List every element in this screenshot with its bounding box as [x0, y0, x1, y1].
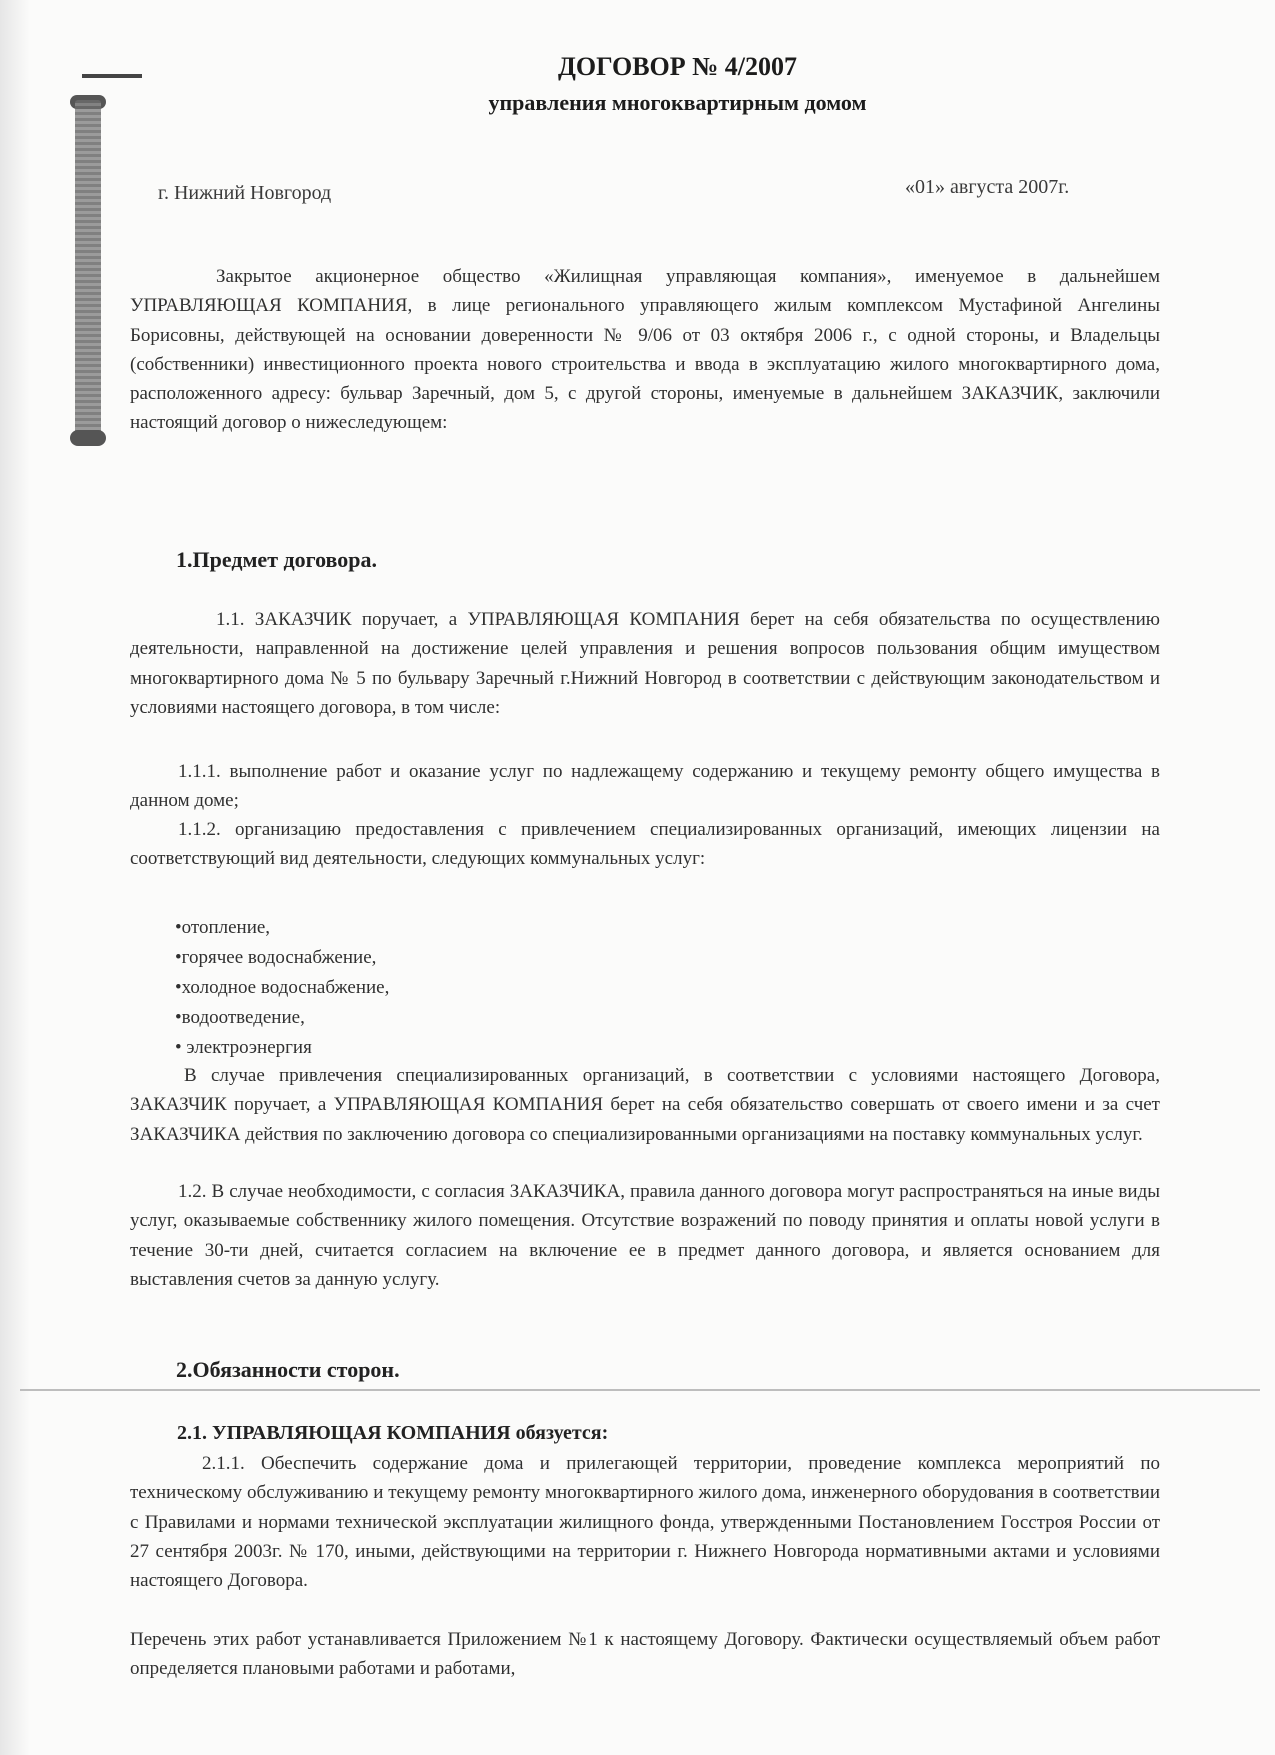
list-item: •водоотведение,	[175, 1007, 305, 1028]
list-item: •горячее водоснабжение,	[175, 947, 377, 968]
works-list-paragraph: Перечень этих работ устанавливается Приложением №1 к настоящему Договору. Фактически осуществляемый объем работ определяется плановыми работами и работами,	[130, 1629, 1160, 1680]
binder-clip	[75, 100, 101, 445]
list-item: • электроэнергия	[175, 1037, 312, 1058]
clause-2-1-1: 2.1.1. Обеспечить содержание дома и прилегающей территории, проведение комплекса мероприятий по техническому обслуживанию и текущему ремонту многоквартирного жилого дома, инженерного оборудования в соответствии с Правилами и нормами технической эксплуатации жилищного фонда, утвержденными Постановлением Госстроя России от 27 сентября 2003г. № 170, иными, действующими на территории г. Нижнего Новгорода нормативными актами и условиями настоящего Договора.	[130, 1453, 1160, 1592]
section-2-heading: 2.Обязанности сторон.	[176, 1357, 400, 1382]
clause-1-1-2: 1.1.2. организацию предоставления с привлечением специализированных организаций, имеющих лицензии на соответствующий вид деятельности, следующих коммунальных услуг:	[130, 819, 1160, 870]
section-2-1-heading: 2.1. УПРАВЛЯЮЩАЯ КОМПАНИЯ обязуется:	[177, 1422, 609, 1444]
list-item: •холодное водоснабжение,	[175, 977, 390, 998]
list-item: •отопление,	[175, 917, 271, 938]
contract-date: «01» августа 2007г.	[905, 176, 1070, 198]
clause-1-2: 1.2. В случае необходимости, с согласия ЗАКАЗЧИКА, правила данного договора могут распространяться на иные виды услуг, оказываемые собственнику жилого помещения. Отсутствие возражений по поводу принятия и оплаты новой услуги в течение 30-ти дней, считается согласием на включение ее в предмет данного договора, и является основанием для выставления счетов за данную услугу.	[130, 1181, 1160, 1290]
binder-clip-bottom	[70, 430, 106, 446]
services-list	[175, 913, 389, 1063]
preamble-paragraph: Закрытое акционерное общество «Жилищная управляющая компания», именуемое в дальнейшем УПРАВЛЯЮЩАЯ КОМПАНИЯ, в лице регионального управляющего жилым комплексом Мустафиной Ангелины Борисовны, действующей на основании доверенности № 9/06 от 03 октября 2006 г., с одной стороны, и Владельцы (собственники) инвестиционного проекта нового строительства и ввода в эксплуатацию жилого многоквартирного дома, расположенного адресу: бульвар Заречный, дом 5, с другой стороны, именуемые в дальнейшем ЗАКАЗЧИК, заключили настоящий договор о нижеследующем:	[130, 266, 1160, 434]
specialized-org-paragraph: В случае привлечения специализированных организаций, в соответствии с условиями настоящего Договора, ЗАКАЗЧИК поручает, а УПРАВЛЯЮЩАЯ КОМПАНИЯ берет на себя обязательство совершать от своего имени и за счет ЗАКАЗЧИКА действия по заключению договора со специализированными организациями на поставку коммунальных услуг.	[130, 1065, 1160, 1145]
section-1-heading: 1.Предмет договора.	[176, 547, 377, 572]
document-subtitle: управления многоквартирным домом	[488, 90, 867, 115]
contract-city: г. Нижний Новгород	[158, 182, 332, 204]
clause-1-1-1: 1.1.1. выполнение работ и оказание услуг по надлежащему содержанию и текущему ремонту общего имущества в данном доме;	[130, 761, 1160, 812]
scan-edge	[0, 0, 30, 1755]
document-title: ДОГОВОР № 4/2007	[557, 52, 798, 81]
clause-1-1: 1.1. ЗАКАЗЧИК поручает, а УПРАВЛЯЮЩАЯ КОМПАНИЯ берет на себя обязательства по осуществлению деятельности, направленной на достижение целей управления и решения вопросов пользования общим имуществом многоквартирного дома № 5 по бульвару Заречный г.Нижний Новгород в соответствии с действующим законодательством и условиями настоящего договора, в том числе:	[130, 609, 1160, 718]
page-fold-line	[20, 1389, 1260, 1391]
